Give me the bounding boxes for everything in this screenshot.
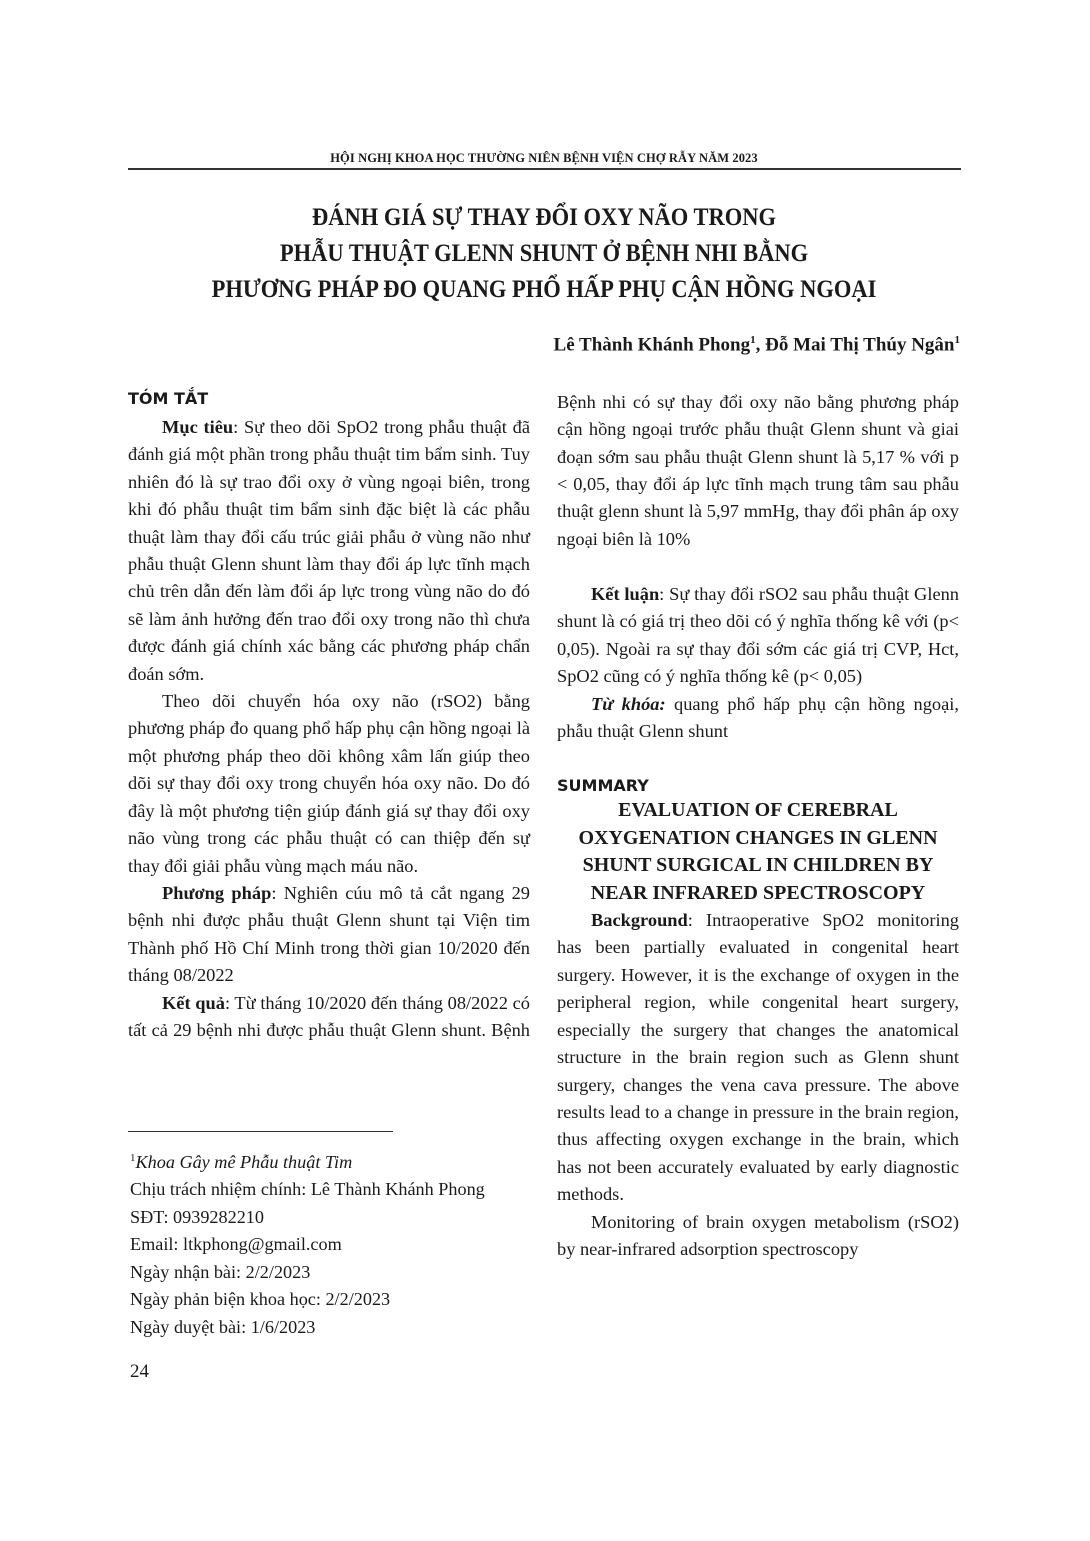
running-header: HỘI NGHỊ KHOA HỌC THƯỜNG NIÊN BỆNH VIỆN CHỢ RẪY NĂM 2023 — [330, 151, 758, 165]
right-column — [557, 389, 959, 1263]
title-line: PHƯƠNG PHÁP ĐO QUANG PHỔ HẤP PHỤ CẬN HỒNG NGOẠI — [211, 276, 877, 303]
text: Bệnh nhi có sự thay đổi oxy não bằng phương pháp cận hồng ngoại trước phẫu thuật Glenn shunt và giai đoạn sớm sau phẫu thuật Glenn shunt là 5,17 % với p < 0,05, thay đổi áp lực tĩnh mạch trung tâm sau phẫu thuật glenn shunt là 5,97 mmHg, thay đổi phân áp oxy ngoại biên là 10% — [557, 391, 959, 549]
abstract-results-continued — [557, 389, 959, 581]
text: : Từ tháng 10/2020 đến tháng 08/2022 có tất cả 29 bệnh nhi được phẫu thuật Glenn shunt. Bệnh — [128, 992, 530, 1040]
author: Lê Thành Khánh Phong — [553, 334, 751, 356]
text: : Nghiên cúu mô tả cắt ngang 29 bệnh nhi được phẫu thuật Glenn shunt tại Viện tim Thành phố Hồ Chí Minh trong thời gian 10/2020 đến tháng 08/2022 — [128, 882, 530, 986]
affiliation-mark: 1 — [750, 334, 756, 346]
author-separator: , — [755, 334, 766, 356]
affiliation: Khoa Gây mê Phẫu thuật Tim — [135, 1152, 353, 1173]
label: Kết luận — [591, 584, 660, 604]
label: Background — [591, 910, 688, 931]
title-line: ĐÁNH GIÁ SỰ THAY ĐỔI OXY NÃO TRONG — [311, 204, 777, 231]
author: Đỗ Mai Thị Thúy Ngân — [765, 334, 955, 356]
footnote-rule — [128, 1131, 393, 1132]
abstract-paragraph: Theo dõi chuyển hóa oxy não (rSO2) bằng phương pháp đo quang phổ hấp phụ cận hồng ngoại là một phương pháp theo dõi không xâm lấn giúp theo dõi sự thay đổi oxy trong chuyển hóa oxy não. Do đó đây là một phương tiện giúp đánh giá sự thay đổi oxy não vùng trong các phẫu thuật có can thiệp đến sự thay đổi giải phẫu vùng mạch máu não. — [128, 691, 530, 876]
text: : Sự thay đổi rSO2 sau phẫu thuật Glenn shunt là có giá trị theo dõi có ý nghĩa thống kê với (p< 0,05). Ngoài ra sự thay đổi sớm các giá trị CVP, Hct, SpO2 cũng có ý nghĩa thống kê (p< 0,05) — [557, 584, 959, 687]
keywords — [557, 691, 959, 746]
footnote-line: Ngày phản biện khoa học: 2/2/2023 — [130, 1289, 391, 1310]
footnote-line: Chịu trách nhiệm chính: Lê Thành Khánh Phong — [130, 1179, 485, 1200]
page-number: 24 — [130, 1361, 149, 1382]
abstract-results — [128, 990, 530, 1045]
label: Kết quả — [162, 992, 225, 1013]
affiliation-mark: 1 — [954, 334, 960, 346]
text: : Sự theo dõi SpO2 trong phẫu thuật đã đánh giá một phần trong phẫu thuật tim bẩm sinh. Tuy nhiên đó là sự trao đổi oxy ở vùng ngoại biên, trong khi đó phẫu thuật tim bẩm sinh đặc biệt là các phẫu thuật làm thay đổi cấu trúc giải phẫu ở vùng não như phẫu thuật Glenn shunt làm thay đổi áp lực tĩnh mạch chủ trên dẫn đến làm đổi áp lực trong vùng não do đó sẽ làm ảnh hưởng đến trao đổi oxy trong não thì chưa được đánh giá chính xác bằng các phương pháp chẩn đoán sớm. — [128, 417, 530, 684]
footnote-email: Email: ltkphong@gmail.com — [130, 1234, 342, 1255]
abstract-heading: TÓM TẮT — [128, 389, 209, 408]
summary-paragraph: Monitoring of brain oxygen metabolism (rSO2) by near-infrared adsorption spectroscopy — [557, 1211, 959, 1259]
footnote-line: Ngày nhận bài: 2/2/2023 — [130, 1261, 311, 1282]
title-line: PHẪU THUẬT GLENN SHUNT Ở BỆNH NHI BẰNG — [279, 240, 809, 267]
left-column — [128, 388, 530, 1045]
affiliation-mark: 1 — [130, 1152, 136, 1164]
summary-background — [557, 907, 959, 1208]
footnote-line: SĐT: 0939282210 — [130, 1206, 264, 1227]
label: Từ khóa: — [591, 693, 666, 714]
header-rule — [128, 168, 961, 170]
abstract-objective — [128, 414, 530, 688]
abstract-conclusion — [557, 581, 959, 691]
footnote-line: Ngày duyệt bài: 1/6/2023 — [130, 1316, 316, 1337]
paper-title — [170, 200, 919, 308]
text: quang phổ hấp phụ cận hồng ngoại, phẫu thuật Glenn shunt — [557, 693, 959, 742]
summary-title: EVALUATION OF CEREBRAL OXYGENATION CHANGES IN GLENN SHUNT SURGICAL IN CHILDREN BY NEAR INFRARED SPECTROSCOPY — [578, 799, 938, 904]
text: : Intraoperative SpO2 monitoring has been partially evaluated in congenital heart surgery. However, it is the exchange of oxygen in the peripheral region, while congenital heart surgery, especially the surgery that changes the anatomical structure in the brain region such as Glenn shunt surgery, changes the vena cava pressure. The above results lead to a change in pressure in the brain region, thus affecting oxygen exchange in the brain, which has not been accurately evaluated by early diagnostic methods. — [557, 910, 959, 1205]
authors — [554, 334, 960, 356]
footnote — [130, 1145, 485, 1341]
label: Mục tiêu — [162, 417, 234, 437]
summary-heading: SUMMARY — [557, 776, 649, 796]
label: Phương pháp — [162, 882, 272, 903]
abstract-method — [128, 880, 530, 990]
